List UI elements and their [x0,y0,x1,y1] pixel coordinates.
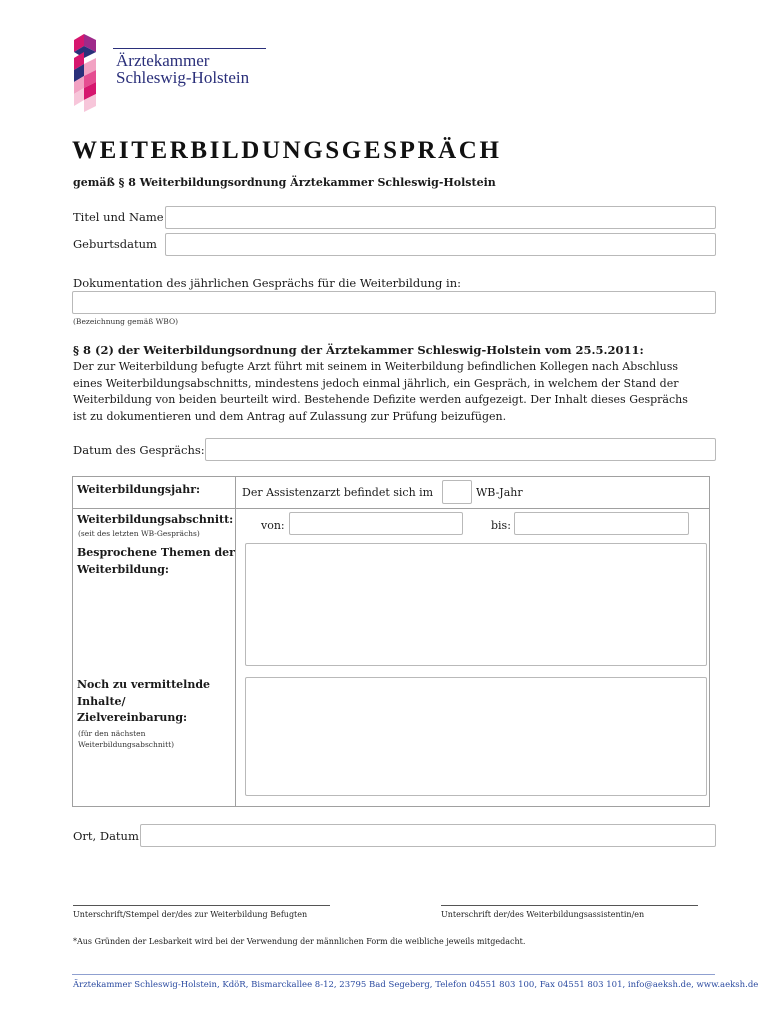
birth-date-field[interactable] [165,233,716,256]
goals-label [77,677,210,727]
goals-note-line: (für den nächsten [78,729,146,738]
goals-label-line: Noch zu vermittelnde [77,678,211,691]
documentation-label: Dokumentation des jährlichen Gesprächs für die Weiterbildung in: [73,276,462,290]
legal-line: Der zur Weiterbildung befugte Arzt führt mit seinem in Weiterbildung befindlichen Kollegen nach Abschluss [73,360,679,373]
name-label: Titel und Name [73,210,164,224]
footer-divider [72,974,715,975]
place-date-label: Ort, Datum [73,829,139,843]
place-date-field[interactable] [140,824,716,847]
specialty-field[interactable] [72,291,716,314]
specialty-hint: (Bezeichnung gemäß WBO) [73,317,179,326]
goals-note-line: Weiterbildungsabschnitt) [78,740,175,749]
legal-text [73,359,713,425]
conversation-date-field[interactable] [205,438,716,461]
to-label: bis: [491,519,511,532]
year-field[interactable] [442,480,472,504]
year-text: Der Assistenzarzt befindet sich im [242,486,434,499]
topics-label [77,545,235,578]
goals-label-line: Inhalte/ [77,694,126,708]
logo-line-2: Schleswig-Holstein [116,68,250,87]
topics-label-line: Weiterbildung: [77,562,169,576]
legal-heading: § 8 (2) der Weiterbildungsordnung der Ärztekammer Schleswig-Holstein vom 25.5.2011: [73,343,644,357]
year-suffix: WB-Jahr [476,486,523,499]
logo-divider [113,48,266,49]
section-note: (seit des letzten WB-Gesprächs) [78,529,200,538]
goals-note [78,728,174,750]
footer-address: Ärztekammer Schleswig-Holstein, KdöR, Bismarckallee 8-12, 23795 Bad Segeberg, Telefon 04551 803 100, Fax 04551 803 101, info@aeksh.de, www.aeksh.de [73,980,759,990]
signature-line-left [73,905,330,906]
goals-textarea[interactable] [245,677,707,796]
name-field[interactable] [165,206,716,229]
document-title: WEITERBILDUNGSGESPRÄCH [72,137,502,164]
signature-label-right: Unterschrift der/des Weiterbildungsassistentin/en [441,910,645,919]
signature-label-left: Unterschrift/Stempel der/des zur Weiterbildung Befugten [73,910,308,919]
table-divider [73,508,709,509]
from-date-field[interactable] [289,512,463,535]
logo-text [116,52,249,86]
to-date-field[interactable] [514,512,689,535]
footnote: *Aus Gründen der Lesbarkeit wird bei der Verwendung der männlichen Form die weibliche jeweils mitgedacht. [73,937,526,946]
topics-label-line: Besprochene Themen der [77,546,235,559]
legal-line: eines Weiterbildungsabschnitts, mindestens jedoch einmal jährlich, ein Gespräch, in welchem der Stand der [73,376,679,390]
legal-line: ist zu dokumentieren und dem Antrag auf Zulassung zur Prüfung beizufügen. [73,409,507,423]
year-label: Weiterbildungsjahr: [77,483,201,496]
signature-line-right [441,905,698,906]
conversation-date-label: Datum des Gesprächs: [73,443,205,457]
section-label: Weiterbildungsabschnitt: [77,513,234,526]
logo-mark-icon [70,30,106,116]
table-divider [235,477,236,806]
birth-label: Geburtsdatum [73,237,157,251]
document-subtitle: gemäß § 8 Weiterbildungsordnung Ärztekammer Schleswig-Holstein [73,176,496,189]
legal-line: Weiterbildung von beiden beurteilt wird. Bestehende Defizite werden aufgezeigt. Der Inhalt dieses Gesprächs [73,393,688,406]
form-table [72,476,710,807]
logo-line-1: Ärztekammer [116,51,210,70]
goals-label-line: Zielvereinbarung: [77,711,188,724]
topics-textarea[interactable] [245,543,707,666]
from-label: von: [261,519,285,532]
